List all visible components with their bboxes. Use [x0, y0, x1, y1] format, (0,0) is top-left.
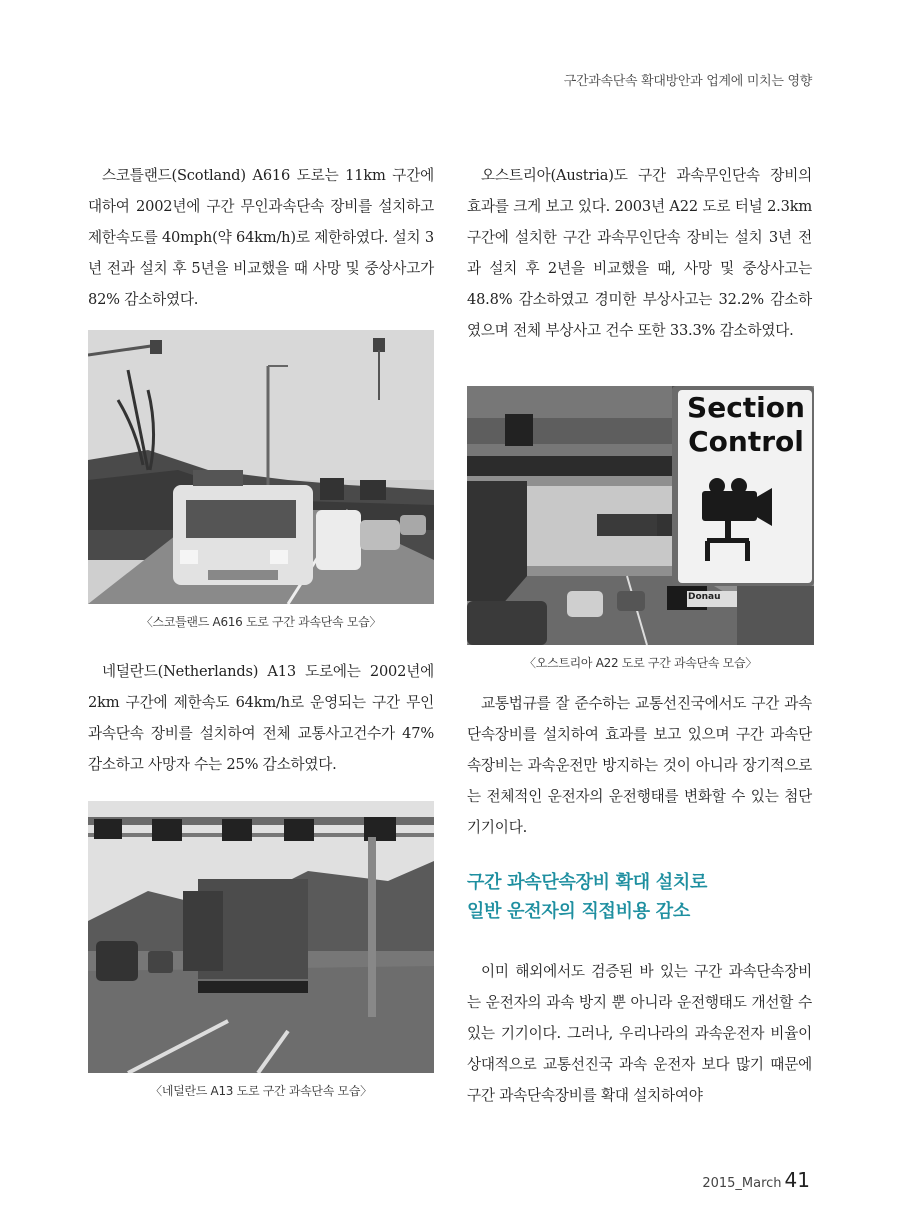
netherlands-a13-photo — [88, 801, 434, 1073]
section-control-sign-line1: Section — [687, 391, 805, 424]
page-footer — [702, 1168, 810, 1192]
section-control-sign-line2: Control — [688, 425, 804, 458]
left-paragraph-1: 스코틀랜드(Scotland) A616 도로는 11km 구간에 대하여 2002년에 구간 무인과속단속 장비를 설치하고 제한속도를 40mph(약 64km/h)로 제한하였다. 설치 3년 전과 설치 후 5년을 비교했을 때 사망 및 중상사고가 82% 감소하였다. — [88, 167, 434, 308]
right-paragraph-1: 오스트리아(Austria)도 구간 과속무인단속 장비의 효과를 크게 보고 있다. 2003년 A22 도로 터널 2.3km 구간에 설치한 구간 과속무인단속 장비는 설치 3년 전과 설치 후 2년을 비교했을 때, 사망 및 중상사고는 48.8% 감소하였고 경미한 부상사고는 32.2% 감소하였으며 전체 부상사고 건수 또한 33.3% 감소하였다. — [467, 167, 812, 339]
netherlands-photo-caption: 〈네덜란드 A13 도로 구간 과속단속 모습〉 — [150, 1084, 372, 1098]
issue-label: 2015_March — [702, 1176, 782, 1191]
scotland-a616-photo — [88, 330, 434, 604]
page-number: 41 — [784, 1168, 810, 1192]
section-title-line2: 일반 운전자의 직접비용 감소 — [467, 901, 690, 922]
right-paragraph-2: 교통법규를 잘 준수하는 교통선진국에서도 구간 과속단속장비를 설치하여 효과를 보고 있으며 구간 과속단속장비는 과속운전만 방지하는 것이 아니라 장기적으로는 전체적인 운전자의 운전행태를 변화할 수 있는 첨단 기기이다. — [467, 695, 812, 836]
running-head: 구간과속단속 확대방안과 업계에 미치는 영향 — [563, 74, 812, 89]
austria-photo-caption: 〈오스트리아 A22 도로 구간 과속단속 모습〉 — [524, 656, 757, 670]
section-title — [467, 868, 707, 926]
scotland-photo-caption: 〈스코틀랜드 A616 도로 구간 과속단속 모습〉 — [140, 615, 382, 629]
right-paragraph-3: 이미 해외에서도 검증된 바 있는 구간 과속단속장비는 운전자의 과속 방지 뿐 아니라 운전행태도 개선할 수 있는 기기이다. 그러나, 우리나라의 과속운전자 비율이 상대적으로 교통선진국 과속 운전자 보다 많기 때문에 구간 과속단속장비를 확대 설치하여야 — [467, 963, 812, 1104]
left-paragraph-2: 네덜란드(Netherlands) A13 도로에는 2002년에 2km 구간에 제한속도 64km/h로 운영되는 구간 무인과속단속 장비를 설치하여 전체 교통사고건수가 47% 감소하고 사망자 수는 25% 감소하였다. — [88, 663, 434, 773]
section-title-line1: 구간 과속단속장비 확대 설치로 — [467, 872, 708, 893]
austria-a22-photo — [467, 386, 814, 645]
donau-sign: Donau — [688, 592, 721, 602]
